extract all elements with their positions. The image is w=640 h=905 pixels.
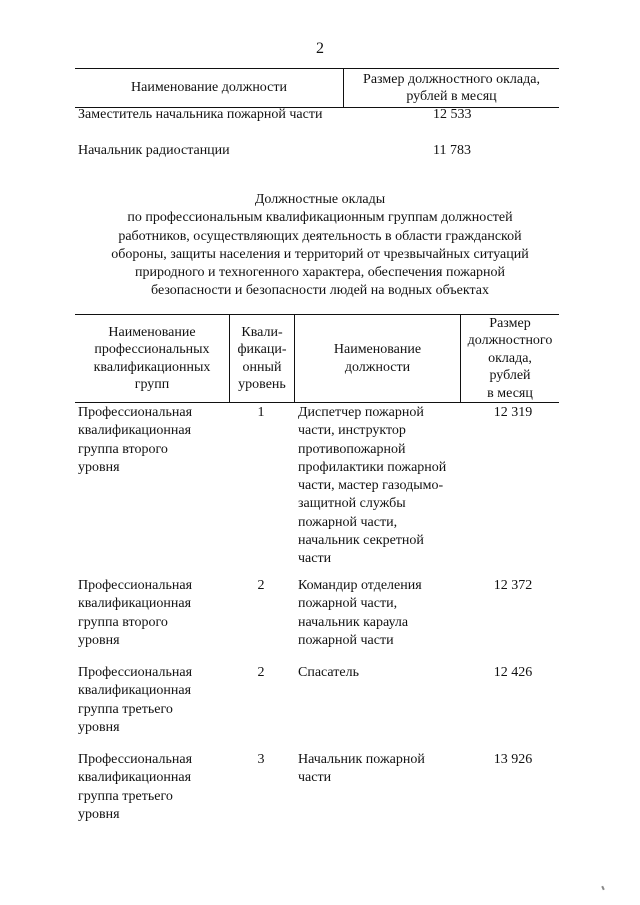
section-heading-line: природного и техногенного характера, обеспечения пожарной: [134, 265, 506, 281]
table2-header-level: [230, 315, 294, 402]
table2-header-level-line: онный: [242, 359, 282, 375]
table2-header-salary-line: оклада,: [488, 350, 532, 366]
table2-row-group-line: уровня: [78, 806, 120, 822]
table2-row-group-line: уровня: [78, 632, 120, 648]
table2-row-group-line: Профессиональная: [78, 665, 193, 680]
table2-header-group-line: квалификационных: [93, 359, 211, 375]
table2-row-group: [78, 751, 228, 824]
table2-row-position-line: части, инструктор: [298, 423, 406, 439]
table2-row-position-line: противопожарной: [298, 441, 406, 457]
table2-row-group-line: квалификационная: [78, 683, 192, 699]
table2-row-group-line: группа третьего: [78, 701, 173, 717]
table2-row-position-line: пожарной части,: [298, 514, 398, 530]
table1-row-position: Начальник радиостанции: [78, 143, 230, 158]
table1-row-position: Заместитель начальника пожарной части: [78, 107, 323, 122]
table2-row-position-line: пожарной части: [298, 632, 394, 648]
table2-row-group: [78, 577, 228, 650]
table2-header-salary-line: Размер: [489, 315, 531, 331]
table2-row-group-line: квалификационная: [78, 770, 192, 786]
table2-row-position-line: части: [298, 551, 332, 567]
table2-row-salary: 12 319: [493, 405, 533, 420]
table2-header-position-line: должности: [344, 359, 411, 375]
table2-row-group-line: квалификационная: [78, 596, 192, 612]
page-number: 2: [316, 40, 324, 57]
table2-row-position: [298, 751, 468, 788]
section-heading-line: по профессиональным квалификационным группам должностей: [127, 210, 513, 226]
table2-header-level-line: фикаци-: [237, 342, 287, 357]
table2-header-group-line: групп: [134, 377, 170, 392]
table1-row-salary: 11 783: [433, 143, 471, 158]
table1-header-position: Наименование должности: [131, 80, 287, 95]
table2-row-salary: 12 372: [493, 578, 533, 593]
table2-row-group-line: уровня: [78, 719, 120, 735]
table2-header-salary-line: рублей: [489, 368, 531, 384]
table2-row-group-line: уровня: [78, 459, 120, 475]
table2-row-level: 1: [257, 405, 265, 420]
section-heading-line: безопасности и безопасности людей на водных объектах: [151, 283, 489, 299]
table2-row-group-line: Профессиональная: [78, 405, 193, 420]
table1-header-salary: [344, 69, 559, 107]
section-heading-line: Должностные оклады: [254, 192, 386, 207]
table2-header-level-line: уровень: [238, 377, 286, 392]
table2-header-position-line: Наименование: [333, 342, 422, 357]
table1-header-salary-line: Размер должностного оклада,: [363, 72, 540, 87]
section-heading-line: обороны, защиты населения и территорий от чрезвычайных ситуаций: [111, 246, 529, 262]
table2-header-level-line: Квали-: [241, 324, 283, 340]
table2-row-group: [78, 404, 228, 477]
table2-header-group: [75, 315, 229, 402]
table2-row-salary: 12 426: [493, 665, 533, 680]
table2-row-position-line: Начальник пожарной: [298, 752, 425, 767]
table2-row-position-line: Диспетчер пожарной: [298, 405, 424, 420]
table2-row-group: [78, 664, 228, 737]
table2-row-position: [298, 577, 468, 650]
table2-header-salary-line: в месяц: [487, 385, 533, 401]
table2-row-position-line: Командир отделения: [298, 578, 422, 593]
section-heading: [90, 191, 550, 301]
table1-header: [75, 68, 559, 108]
table2-header: [75, 314, 559, 403]
table2-row-level: 2: [257, 665, 265, 680]
table2-header-salary-line: должностного: [467, 333, 553, 349]
table2-row-group-line: группа второго: [78, 441, 168, 457]
table2-row-position-line: профилактики пожарной: [298, 459, 447, 475]
table2-row-group-line: квалификационная: [78, 423, 192, 439]
table2-row-position: [298, 664, 468, 682]
table2-header-group-line: профессиональных: [94, 342, 210, 357]
table2-row-position-line: Спасатель: [298, 665, 359, 680]
table2-row-group-line: Профессиональная: [78, 752, 193, 767]
table2-header-salary: [461, 315, 559, 402]
table2-row-salary: 13 926: [493, 752, 533, 767]
table2-row-position-line: части: [298, 770, 332, 786]
table2-row-position-line: пожарной части,: [298, 596, 398, 612]
table2-row-position-line: защитной службы: [298, 496, 406, 512]
table2-row-group-line: группа второго: [78, 614, 168, 630]
table2-row-level: 3: [257, 752, 265, 767]
table2-row-position: [298, 404, 468, 569]
table2-row-group-line: Профессиональная: [78, 578, 193, 593]
table2-header-position: [295, 315, 460, 402]
table1-row-salary: 12 533: [433, 107, 472, 122]
table2-row-position-line: части, мастер газодымо-: [298, 478, 444, 494]
scan-speck: [601, 886, 605, 890]
table2-row-group-line: группа третьего: [78, 788, 173, 804]
table2-row-position-line: начальник секретной: [298, 533, 424, 549]
table2-row-position-line: начальник караула: [298, 614, 409, 630]
table1-header-salary-line: рублей в месяц: [406, 89, 497, 104]
table2-header-group-line: Наименование: [108, 324, 196, 340]
section-heading-line: работников, осуществляющих деятельность в области гражданской: [118, 228, 522, 244]
table2-row-level: 2: [257, 578, 265, 593]
